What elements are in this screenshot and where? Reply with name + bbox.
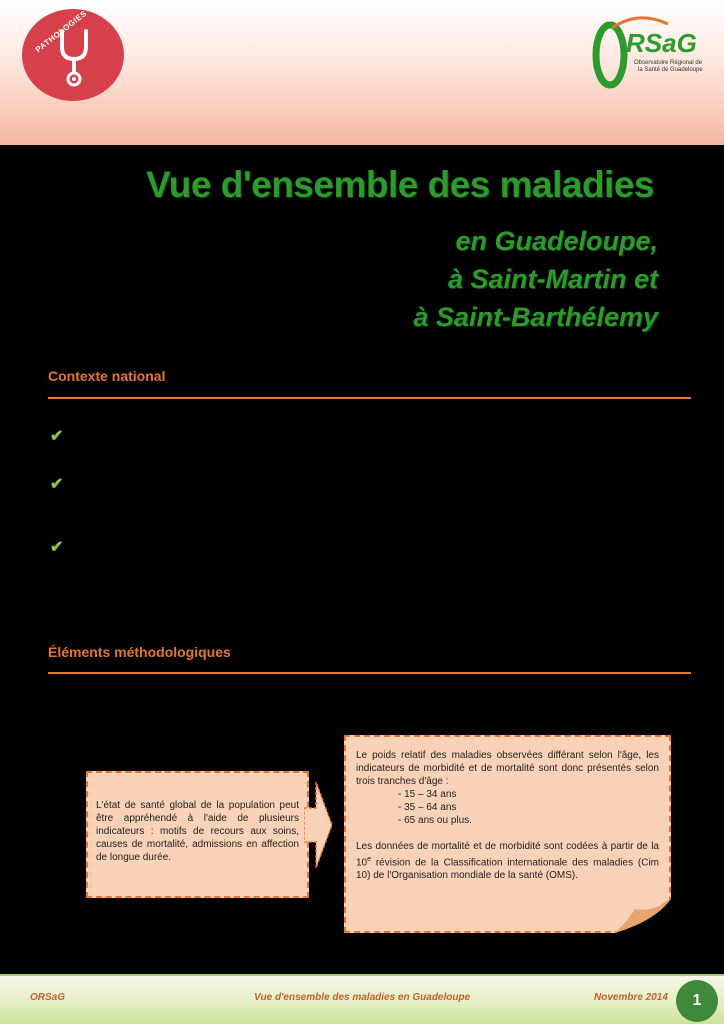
logo-tagline-2: la Santé de Guadeloupe: [638, 67, 703, 73]
subtitle-line: en Guadeloupe,: [455, 226, 658, 256]
subtitle-line: à Saint-Martin et: [447, 264, 658, 294]
page-curl-icon: [615, 899, 671, 933]
badge-label: PATHOLOGIES: [33, 8, 89, 55]
section-divider: [48, 672, 691, 674]
callout-text: L'état de santé global de la population peut être appréhendé à l'aide de plusieurs indicateurs : motifs de recours aux soins, causes de mortalité, admissions en affection de longue durée.: [96, 800, 299, 863]
age-group-item: - 65 ans ou plus.: [398, 814, 659, 827]
checkmark-icon: ✔: [50, 476, 64, 493]
section-title-methodologie: Éléments méthodologiques: [48, 644, 231, 660]
page-footer: [0, 974, 724, 1024]
note-coding: [356, 840, 659, 882]
age-group-item: - 35 – 64 ans: [398, 801, 659, 814]
footer-center: Vue d'ensemble des maladies en Guadeloupe: [254, 992, 471, 1003]
checkmark-icon: ✔: [50, 539, 64, 556]
pathologies-badge: [22, 9, 124, 101]
arrow-right-icon: [304, 780, 334, 870]
section-divider: [48, 397, 691, 399]
note-intro: Le poids relatif des maladies observées différant selon l'âge, les indicateurs de morbidité et de mortalité sont donc présentés selon trois tranches d'âge :: [356, 750, 659, 787]
coding-superscript: e: [367, 856, 372, 863]
stethoscope-icon: [54, 27, 94, 87]
section-title-contexte: Contexte national: [48, 368, 166, 384]
logo-tagline-1: Observatoire Régional de: [634, 60, 703, 66]
page-subtitle: [413, 222, 658, 336]
coding-text-a: Les données de mortalité et de morbidité sont codées à partir de la 10: [356, 841, 659, 869]
subtitle-line: à Saint-Barthélemy: [413, 302, 658, 332]
coding-text-b: révision de la Classification internationale des maladies (Cim 10) de l'Organisation mondiale de la santé (OMS).: [356, 857, 659, 882]
indicators-callout: [86, 771, 309, 898]
age-group-item: - 15 – 34 ans: [398, 788, 659, 801]
page-header: [0, 0, 724, 145]
footer-left: ORSaG: [30, 992, 66, 1003]
page-number: 1: [676, 980, 718, 1022]
age-group-list: [356, 788, 659, 827]
orsag-logo: [588, 10, 718, 90]
checkmark-icon: ✔: [50, 428, 64, 445]
footer-date: Novembre 2014: [594, 992, 668, 1003]
methodology-note: [344, 735, 671, 933]
page-title: Vue d'ensemble des maladies: [145, 164, 654, 205]
footer-divider: [0, 974, 724, 976]
svg-text:RSaG: RSaG: [626, 28, 697, 58]
